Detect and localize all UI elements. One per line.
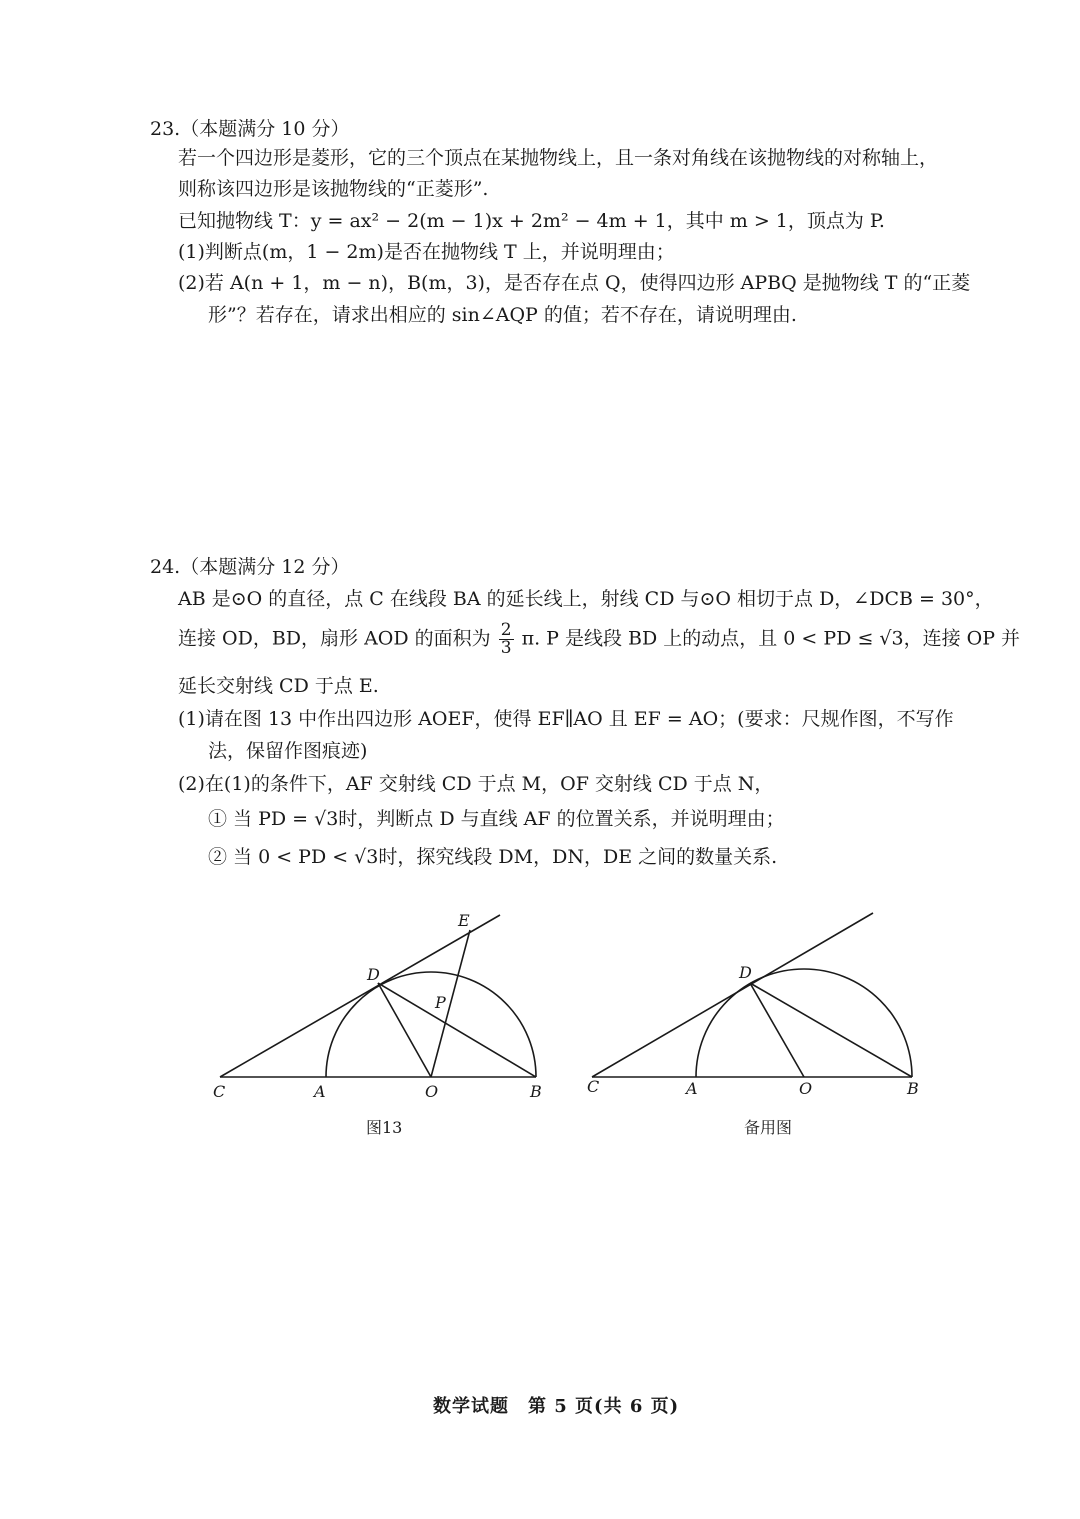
q24-part1a: (1)请在图 13 中作出四边形 AOEF，使得 EF∥AO 且 EF = AO；(要求：尺规作图，不写作 [178, 708, 954, 730]
figure-13-caption: 图13 [366, 1118, 403, 1137]
q24-part1b: 法，保留作图痕迹) [208, 740, 368, 762]
figure-backup-caption: 备用图 [744, 1118, 793, 1137]
backup-segment-bd [750, 983, 912, 1077]
figure-backup [592, 913, 912, 1077]
q24-sub2: ② 当 0 < PD < √3时，探究线段 DM，DN，DE 之间的数量关系. [208, 846, 778, 868]
q24-line2-post: π. P 是线段 BD 上的动点，且 0 < PD ≤ √3，连接 OP 并 [521, 627, 1021, 650]
fig13-label-b: B [530, 1082, 542, 1101]
q23-line3: 已知抛物线 T：y = ax² − 2(m − 1)x + 2m² − 4m + 1，其中 m > 1，顶点为 P. [178, 210, 885, 232]
fig13-label-o: O [425, 1082, 439, 1101]
fraction-denominator: 3 [500, 638, 512, 658]
fig13-label-p: P [435, 993, 446, 1012]
backup-label-d: D [739, 963, 752, 982]
q23-part2b: 形”？若存在，请求出相应的 sin∠AQP 的值；若不存在，请说明理由. [208, 304, 797, 326]
backup-label-b: B [907, 1079, 919, 1098]
semicircle-o [326, 972, 536, 1077]
q24-line1: AB 是⊙O 的直径，点 C 在线段 BA 的延长线上，射线 CD 与⊙O 相切于点 D，∠DCB = 30°， [178, 588, 994, 610]
figure-13 [220, 915, 536, 1077]
fig13-label-a: A [314, 1082, 326, 1101]
backup-semicircle-o [696, 969, 912, 1077]
backup-label-o: O [799, 1079, 813, 1098]
fraction-numerator: 2 [500, 620, 512, 640]
q23-line2: 则称该四边形是该抛物线的“正菱形”. [178, 178, 489, 200]
fig13-label-e: E [458, 911, 470, 930]
backup-segment-od [750, 983, 804, 1077]
fig13-label-c: C [213, 1082, 226, 1101]
q24-line2-pre: 连接 OD，BD，扇形 AOD 的面积为 [178, 627, 491, 650]
segment-bd [378, 983, 536, 1077]
q24-part2: (2)在(1)的条件下，AF 交射线 CD 于点 M，OF 交射线 CD 于点 N， [178, 773, 774, 795]
backup-label-a: A [686, 1079, 698, 1098]
page-footer: 数学试题 第 5 页(共 6 页) [433, 1396, 680, 1417]
fig13-label-d: D [367, 965, 380, 984]
q23-line1: 若一个四边形是菱形，它的三个顶点在某抛物线上，且一条对角线在该抛物线的对称轴上， [178, 147, 939, 169]
q24-line3: 延长交射线 CD 于点 E. [178, 675, 379, 697]
backup-tangent-ray-cd [592, 913, 873, 1077]
q23-part1: (1)判断点(m，1 − 2m)是否在抛物线 T 上，并说明理由； [178, 241, 675, 263]
segment-od [378, 983, 431, 1077]
q23-header: 23.（本题满分 10 分） [150, 118, 350, 140]
backup-label-c: C [587, 1077, 600, 1096]
q24-sub1: ① 当 PD = √3时，判断点 D 与直线 AF 的位置关系，并说明理由； [208, 808, 785, 830]
q24-header: 24.（本题满分 12 分） [150, 556, 350, 578]
q23-part2a: (2)若 A(n + 1，m − n)，B(m，3)，是否存在点 Q，使得四边形 APBQ 是抛物线 T 的“正菱 [178, 272, 971, 294]
tangent-ray-cd [220, 915, 500, 1077]
